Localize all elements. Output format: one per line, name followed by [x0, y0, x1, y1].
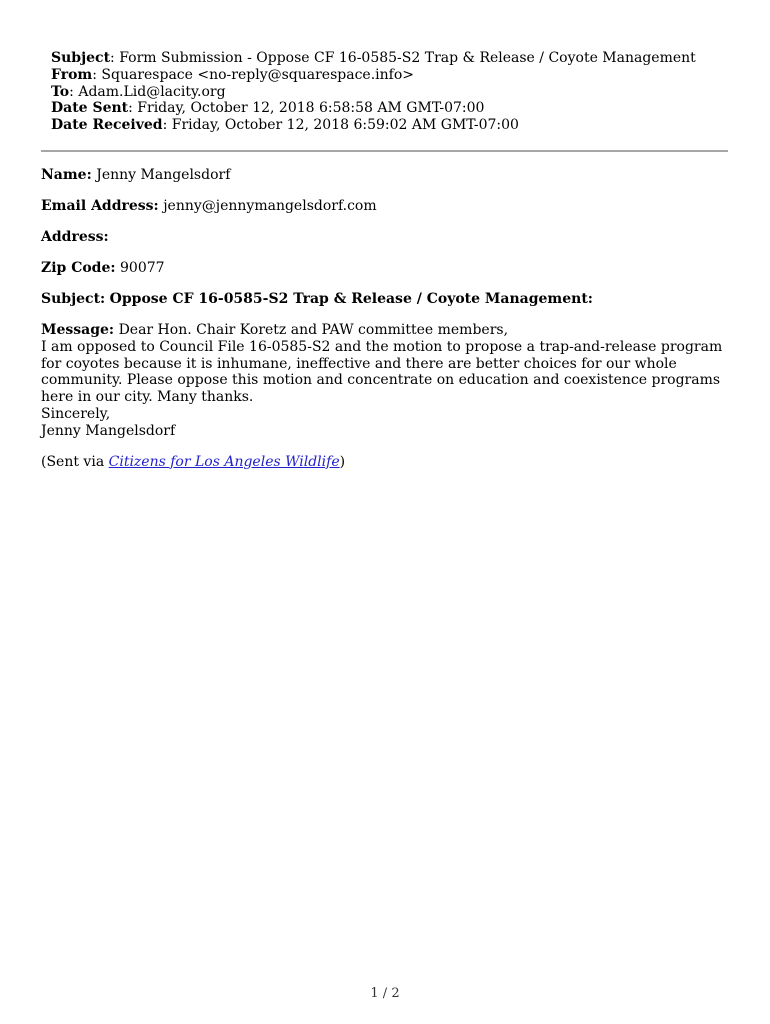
header-date-received: Date Received: Friday, October 12, 2018 6:59:02 AM GMT-07:00 [51, 117, 519, 134]
field-address [41, 229, 731, 246]
field-zip-label: Zip Code: [41, 259, 116, 276]
header-date-received-value: Friday, October 12, 2018 6:59:02 AM GMT-07:00 [171, 117, 519, 134]
message-line: here in our city. Many thanks. [41, 389, 254, 406]
header-date-sent-label: Date Sent [51, 100, 129, 117]
message-line [41, 322, 731, 339]
message-line: Jenny Mangelsdorf [41, 422, 176, 439]
header-from-label: From [51, 66, 93, 83]
field-subject [41, 291, 731, 308]
sent-via-link[interactable]: Citizens for Los Angeles Wildlife [108, 453, 340, 470]
field-message-label: Message: [41, 321, 115, 338]
field-subject-label: Subject: [41, 290, 106, 307]
message-line: for coyotes because it is inhumane, ineffective and there are better choices for our whole [41, 355, 677, 372]
header-to-value: Adam.Lid@lacity.org [78, 83, 226, 100]
field-name [41, 167, 731, 184]
header-subject-value: Form Submission - Oppose CF 16-0585-S2 Trap & Release / Coyote Management [119, 50, 696, 66]
sent-via-suffix: ) [339, 453, 346, 470]
message-line: Sincerely, [41, 405, 111, 422]
field-email-label: Email Address: [41, 197, 159, 214]
header-divider [41, 150, 728, 152]
header-date-sent-value: Friday, October 12, 2018 6:58:58 AM GMT-07:00 [137, 100, 485, 117]
header-subject: Subject: Form Submission - Oppose CF 16-0585-S2 Trap & Release / Coyote Management [51, 50, 696, 66]
header-date-sent: Date Sent: Friday, October 12, 2018 6:58:58 AM GMT-07:00 [51, 100, 485, 117]
field-email-value: jenny@jennymangelsdorf.com [163, 197, 377, 214]
field-name-label: Name: [41, 167, 92, 183]
field-message [41, 322, 731, 440]
field-subject-value: Oppose CF 16-0585-S2 Trap & Release / Coyote Management: [109, 290, 593, 307]
header-date-received-label: Date Received [51, 117, 163, 134]
field-zip [41, 260, 731, 277]
header-from: From: Squarespace <no-reply@squarespace.info> [51, 66, 414, 83]
sent-via [41, 454, 731, 471]
message-text: Dear Hon. Chair Koretz and PAW committee members, [118, 321, 509, 338]
page-number: 1 / 2 [370, 986, 400, 1001]
message-line: community. Please oppose this motion and concentrate on education and coexistence programs [41, 372, 721, 389]
header-from-value: Squarespace <no-reply@squarespace.info> [101, 66, 414, 83]
form-submission-body [41, 167, 731, 485]
field-name-value: Jenny Mangelsdorf [96, 167, 231, 183]
header-to: To: Adam.Lid@lacity.org [51, 83, 226, 100]
field-email [41, 198, 731, 215]
header-subject-label: Subject [51, 50, 111, 66]
sent-via-prefix: (Sent via [41, 453, 109, 470]
field-address-label: Address: [41, 228, 109, 245]
field-zip-value: 90077 [120, 259, 165, 276]
email-header [51, 50, 696, 134]
message-line: I am opposed to Council File 16-0585-S2 and the motion to propose a trap-and-release program [41, 338, 723, 355]
header-to-label: To [51, 83, 70, 100]
